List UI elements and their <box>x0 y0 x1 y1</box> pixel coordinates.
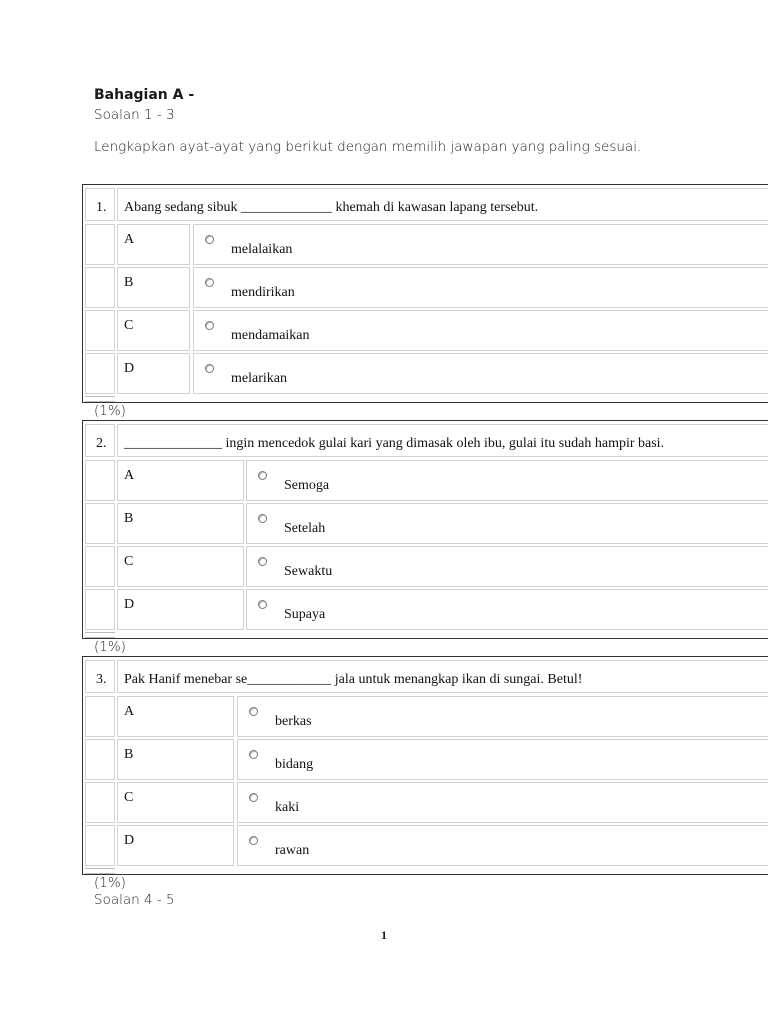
radio-button[interactable] <box>205 364 214 373</box>
option-label: bidang <box>275 757 314 772</box>
option-letter-cell <box>117 460 244 501</box>
radio-button[interactable] <box>258 471 267 480</box>
blank-cell <box>85 267 115 308</box>
option-c[interactable] <box>246 546 768 587</box>
radio-button[interactable] <box>249 750 258 759</box>
option-letter-cell <box>117 503 244 544</box>
option-letter: D <box>124 833 135 848</box>
radio-button[interactable] <box>205 278 214 287</box>
section-subtitle-next: Soalan 4 - 5 <box>94 892 175 908</box>
option-letter-cell <box>117 782 234 823</box>
table-footer-line <box>85 396 115 402</box>
question-text-cell <box>117 424 768 457</box>
question-number-cell <box>85 188 115 221</box>
radio-button[interactable] <box>249 707 258 716</box>
option-c[interactable] <box>193 310 768 351</box>
option-label: melarikan <box>231 371 287 386</box>
question-text: Abang sedang sibuk _____________ khemah di kawasan lapang tersebut. <box>124 200 539 215</box>
blank-cell <box>85 460 115 501</box>
option-letter-cell <box>117 267 190 308</box>
question-number-cell <box>85 660 115 693</box>
option-d[interactable] <box>246 589 768 630</box>
question-block-2 <box>82 420 768 639</box>
option-b[interactable] <box>237 739 768 780</box>
option-letter: B <box>124 511 134 526</box>
option-letter: B <box>124 275 134 290</box>
option-letter-cell <box>117 546 244 587</box>
blank-cell <box>85 503 115 544</box>
section-title: Bahagian A - <box>94 87 195 103</box>
radio-button[interactable] <box>258 600 267 609</box>
option-letter: C <box>124 318 134 333</box>
option-letter: B <box>124 747 134 762</box>
option-letter-cell <box>117 739 234 780</box>
question-weight: (1%) <box>94 875 126 891</box>
option-letter-cell <box>117 353 190 394</box>
blank-cell <box>85 546 115 587</box>
radio-button[interactable] <box>258 514 267 523</box>
option-label: rawan <box>275 843 310 858</box>
question-block-3 <box>82 656 768 875</box>
option-label: Semoga <box>284 478 330 493</box>
option-letter-cell <box>117 696 234 737</box>
section-subtitle: Soalan 1 - 3 <box>94 107 175 123</box>
question-text-cell <box>117 660 768 693</box>
option-letter-cell <box>117 589 244 630</box>
option-b[interactable] <box>246 503 768 544</box>
option-letter: A <box>124 704 135 719</box>
question-weight: (1%) <box>94 639 126 655</box>
blank-cell <box>85 589 115 630</box>
blank-cell <box>85 696 115 737</box>
option-label: Supaya <box>284 607 326 622</box>
option-letter: A <box>124 232 135 247</box>
instruction-text: Lengkapkan ayat-ayat yang berikut dengan memilih jawapan yang paling sesuai. <box>94 139 642 155</box>
option-label: mendirikan <box>231 285 295 300</box>
option-letter: C <box>124 790 134 805</box>
radio-button[interactable] <box>205 235 214 244</box>
option-label: berkas <box>275 714 312 729</box>
option-letter-cell <box>117 825 234 866</box>
table-footer-line <box>85 632 115 638</box>
blank-cell <box>85 224 115 265</box>
question-text: Pak Hanif menebar se____________ jala untuk menangkap ikan di sungai. Betul! <box>124 672 583 687</box>
option-label: mendamaikan <box>231 328 310 343</box>
option-label: Sewaktu <box>284 564 333 579</box>
question-number: 1. <box>96 200 107 215</box>
question-text: ______________ ingin mencedok gulai kari yang dimasak oleh ibu, gulai itu sudah hampir basi. <box>124 436 665 451</box>
blank-cell <box>85 782 115 823</box>
option-letter: A <box>124 468 135 483</box>
question-weight: (1%) <box>94 403 126 419</box>
page-number: 1 <box>381 928 387 942</box>
option-label: kaki <box>275 800 300 815</box>
blank-cell <box>85 310 115 351</box>
blank-cell <box>85 825 115 866</box>
blank-cell <box>85 353 115 394</box>
option-letter-cell <box>117 310 190 351</box>
option-letter: D <box>124 361 135 376</box>
question-number: 3. <box>96 672 107 687</box>
option-label: melalaikan <box>231 242 293 257</box>
option-a[interactable] <box>246 460 768 501</box>
table-footer-line <box>85 868 115 874</box>
radio-button[interactable] <box>205 321 214 330</box>
option-letter-cell <box>117 224 190 265</box>
option-letter: C <box>124 554 134 569</box>
option-b[interactable] <box>193 267 768 308</box>
option-letter: D <box>124 597 135 612</box>
option-a[interactable] <box>237 696 768 737</box>
option-d[interactable] <box>237 825 768 866</box>
blank-cell <box>85 739 115 780</box>
option-d[interactable] <box>193 353 768 394</box>
question-text-cell <box>117 188 768 221</box>
radio-button[interactable] <box>249 793 258 802</box>
option-label: Setelah <box>284 521 326 536</box>
option-c[interactable] <box>237 782 768 823</box>
radio-button[interactable] <box>249 836 258 845</box>
question-number: 2. <box>96 436 107 451</box>
question-block-1 <box>82 184 768 403</box>
radio-button[interactable] <box>258 557 267 566</box>
option-a[interactable] <box>193 224 768 265</box>
question-number-cell <box>85 424 115 457</box>
